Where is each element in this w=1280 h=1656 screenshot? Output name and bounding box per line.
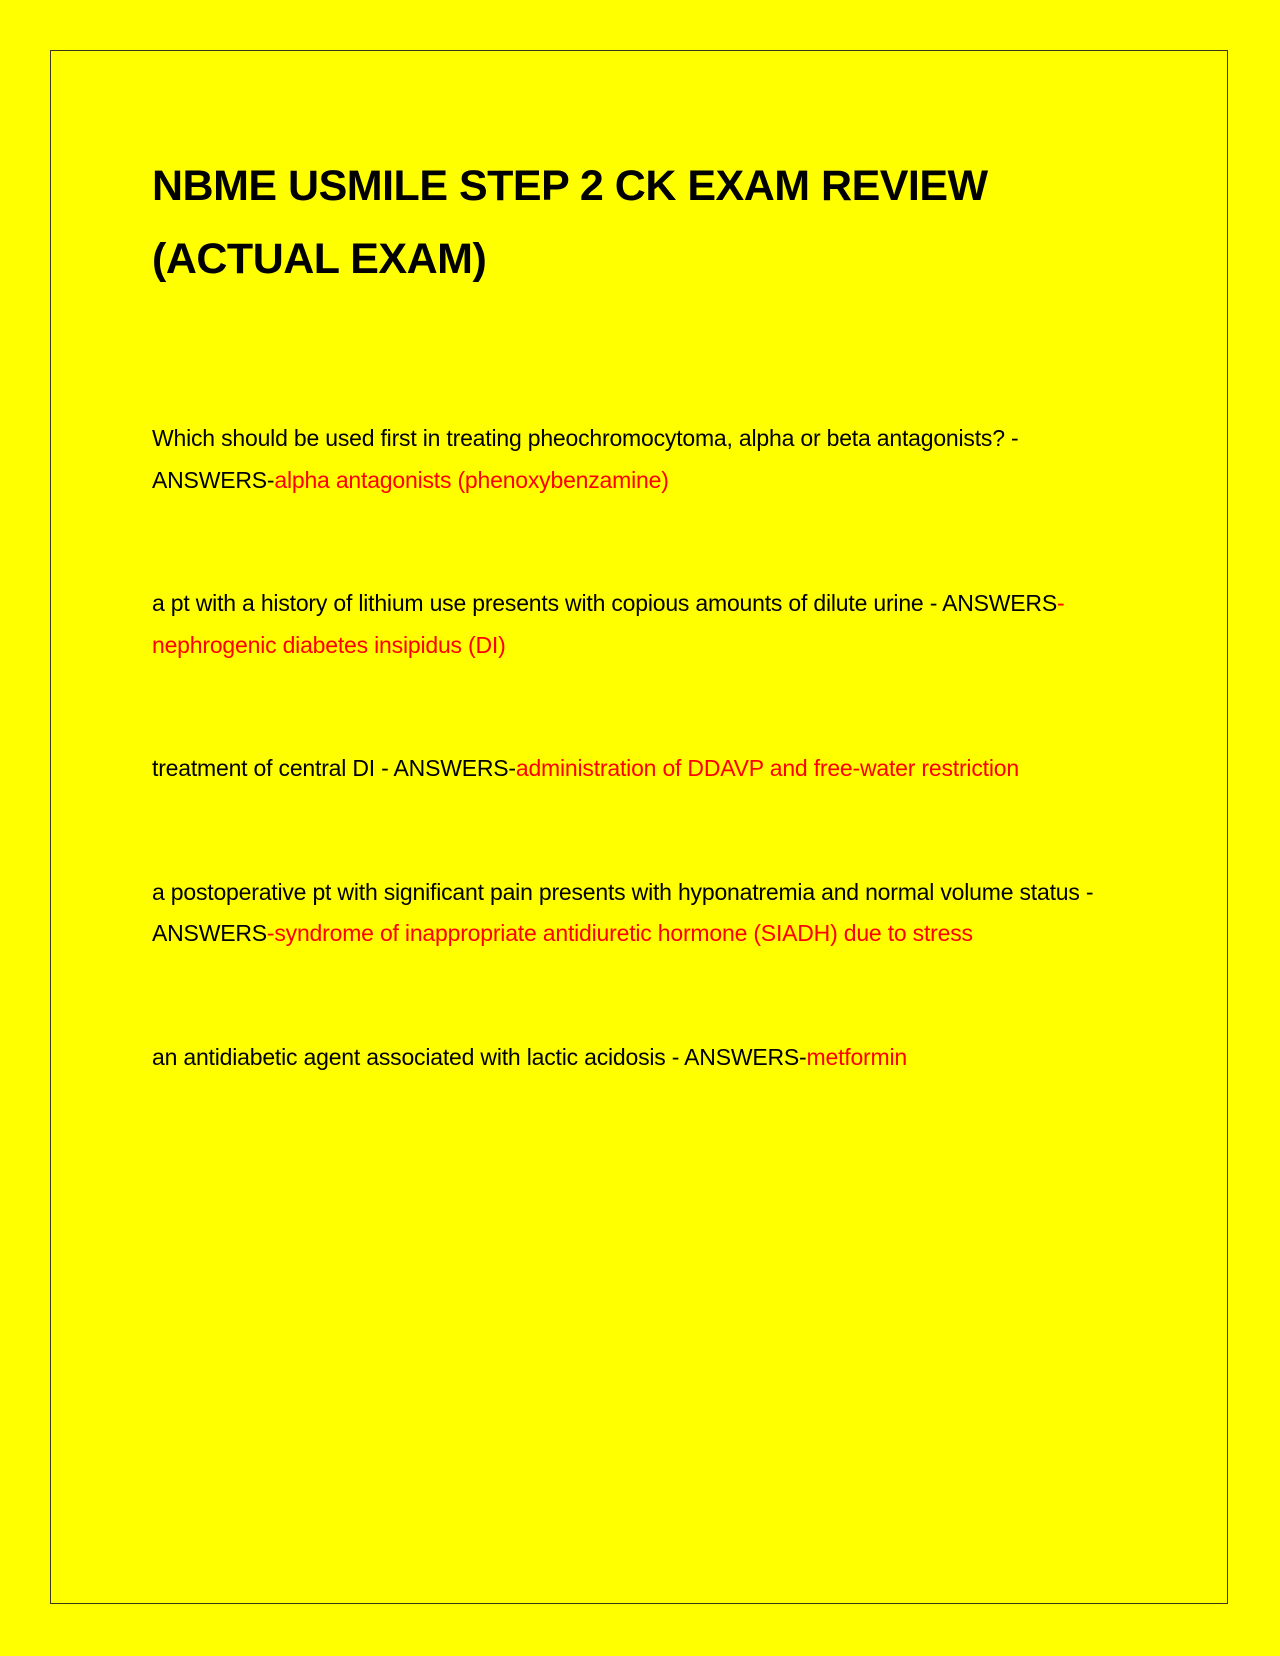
answer-text: metformin xyxy=(806,1043,907,1070)
question-text: Which should be used first in treating pheochromocytoma, alpha or beta antagonists? xyxy=(152,425,1005,451)
qa-item xyxy=(152,418,1112,501)
document-title: NBME USMILE STEP 2 CK EXAM REVIEW (ACTUAL EXAM) xyxy=(152,162,988,283)
qa-item xyxy=(152,872,1112,955)
question-text: a pt with a history of lithium use presents with copious amounts of dilute urine xyxy=(152,590,924,616)
answer-separator: - ANSWERS- xyxy=(374,755,516,781)
qa-item xyxy=(152,583,1112,666)
answer-text: -syndrome of inappropriate antidiuretic hormone (SIADH) due to stress xyxy=(266,920,973,946)
answer-separator: - ANSWERS xyxy=(152,878,1094,946)
question-text: treatment of central DI xyxy=(152,755,375,781)
qa-list xyxy=(152,418,1112,1078)
answer-text: -nephrogenic diabetes insipidus (DI) xyxy=(152,590,1065,658)
question-text: a postoperative pt with significant pain presents with hyponatremia and normal volume status xyxy=(152,878,1080,905)
answer-text: alpha antagonists (phenoxybenzamine) xyxy=(274,466,669,493)
answer-separator: - ANSWERS xyxy=(923,590,1057,616)
document-content xyxy=(152,150,1112,1160)
answer-separator: - ANSWERS- xyxy=(152,425,1019,493)
answer-separator: - ANSWERS- xyxy=(665,1043,807,1070)
qa-item xyxy=(152,1037,1112,1079)
question-text: an antidiabetic agent associated with lactic acidosis xyxy=(152,1043,666,1070)
answer-text: administration of DDAVP and free-water restriction xyxy=(515,755,1019,781)
qa-item xyxy=(152,748,1112,790)
